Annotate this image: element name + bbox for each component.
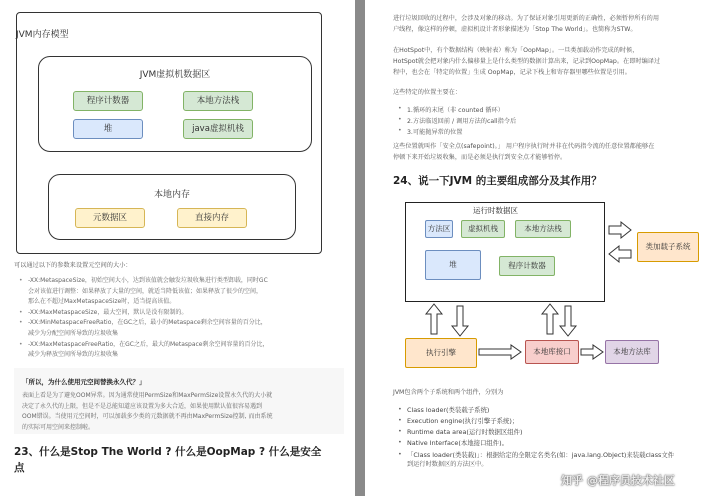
list-item: 会对该值进行调整：如果释放了大量的空间，就适当降低该值；如果释放了很少的空间， <box>28 287 263 295</box>
list-item: • -XX:MinMetaspaceFreeRatio，在GC之后，最小的Metaspace剩余空间容量的百分比， <box>28 318 269 329</box>
quote-line: 的实际可用空间来控制啦。 <box>22 423 95 431</box>
quote-line: 决定了永久代的上限，但是不是总能知道应该设置为多大合适，如果使用默认值很容易遇到 <box>22 402 263 410</box>
text-line: 在HotSpot中，有个数据结构（映射表）称为「OopMap」。一旦类加载动作完成的时候， <box>393 47 639 54</box>
components-intro: JVM包含两个子系统和两个组件，分别为 <box>393 389 504 396</box>
heading-line: 点 <box>14 462 25 474</box>
arrow-vertical <box>426 304 576 336</box>
left-page <box>0 0 355 496</box>
list-item: • Execution engine(执行引擎子系统)； <box>407 416 518 425</box>
direct-memory-block: 直接内存 <box>177 208 247 228</box>
runtime-data-area-title: 运行时数据区 <box>473 206 518 215</box>
program-counter-block: 程序计数器 <box>499 256 555 276</box>
list-item: • Class loader(类装载子系统) <box>407 405 489 414</box>
quote-body <box>22 391 272 433</box>
heading-line: 23、什么是Stop The World ? 什么是OopMap ? 什么是安全 <box>14 446 322 458</box>
list-item: 那么在不超过MaxMetaspaceSize时，适当提高该值。 <box>28 298 176 306</box>
diagram-title: JVM内存模型 <box>16 30 69 40</box>
quote-title: 「所以，为什么使用元空间替换永久代？」 <box>22 378 146 386</box>
text-line: 进行垃圾回收的过程中，会涉及对象的移动。为了保证对象引用更新的正确性，必须暂停所有的用 <box>393 15 660 22</box>
heap-block: 堆 <box>73 119 143 139</box>
watermark: 知乎 @程序员技术社区 <box>561 474 675 487</box>
components-tail: 到运行时数据区的方法区中。 <box>407 461 488 468</box>
metaspace-block: 元数据区 <box>75 208 145 228</box>
text-line: 停顿下来开始垃圾收集，而是必须是执行到安全点才能够暂停。 <box>393 153 567 161</box>
heap-block: 堆 <box>425 250 481 280</box>
list-item: 减少为释放空间所导致的垃圾收集 <box>28 351 119 359</box>
native-library-block: 本地方法库 <box>605 340 659 364</box>
native-memory-area <box>48 174 296 240</box>
jvm-data-area <box>38 56 312 152</box>
quote-line: 表面上看是为了避免OOM异常。因为通常使用PermSize和MaxPermSize设置永久代的大小就 <box>22 392 273 399</box>
class-loader-block: 类加载子系统 <box>637 232 699 262</box>
positions-intro: 这些特定的位置主要在： <box>393 89 462 96</box>
list-item: • 3.可能抛异常的位置 <box>407 127 462 136</box>
text-line: 户线程，像这样的停顿，虚拟机设计者形象描述为「Stop The World」。也简称为STW。 <box>393 25 637 33</box>
list-item: • Runtime data area(运行时数据区组件) <box>407 427 523 436</box>
list-item: 减少为分配空间所导致的垃圾收集 <box>28 329 119 337</box>
jvm-data-area-title: JVM虚拟机数据区 <box>139 70 211 80</box>
quote-line: OOM错误。当使用元空间时，可以加载多少类的元数据就不再由MaxPermSize控制, 而由系统 <box>22 413 273 420</box>
native-memory-title: 本地内存 <box>153 190 190 200</box>
params-list <box>28 276 269 361</box>
list-item: • 1.循环的末尾（非 counted 循环） <box>407 105 504 114</box>
params-intro: 可以通过以下的参数来设置元空间的大小： <box>14 262 132 269</box>
method-area-block: 方法区 <box>425 220 453 238</box>
text-line: HotSpot就会把对象内什么偏移量上是什么类型的数据计算出来，记录到OopMap。在即时编译过 <box>393 57 661 65</box>
vm-stack-block: 虚拟机栈 <box>461 220 505 238</box>
section-heading-23 <box>14 444 321 476</box>
arrow-horizontal <box>479 345 603 359</box>
text-line: 程中，也会在「特定的位置」生成 OopMap，记录下栈上和寄存器里哪些位置是引用。 <box>393 68 631 76</box>
java-stack-block: java虚拟机栈 <box>183 119 253 139</box>
list-item: • 「Class loader(类装载)」：根据给定的全限定名类名(如：java.lang.Object)来装载class文件 <box>407 450 674 459</box>
native-stack-block: 本地方法栈 <box>515 220 571 238</box>
list-item: • -XX:MaxMetaspaceSize，最大空间，默认是没有限制的。 <box>28 308 269 319</box>
native-interface-block: 本地库接口 <box>525 340 579 364</box>
program-counter-block: 程序计数器 <box>73 91 143 111</box>
right-page <box>365 0 720 496</box>
list-item: • -XX:MetaspaceSize，初始空间大小，达到该值就会触发垃圾收集进行类型卸载，同时GC <box>28 276 269 287</box>
text-line: 这些位置就叫作「安全点(safepoint)。」 用户程序执行时并非在代码指令流的任意位置都能够在 <box>393 143 655 150</box>
native-stack-block: 本地方法栈 <box>183 91 253 111</box>
arrow-to-class-loader <box>609 222 631 262</box>
section-heading-24: 24、说一下JVM 的主要组成部分及其作用？ <box>393 175 602 187</box>
execution-engine-block: 执行引擎 <box>405 338 477 368</box>
list-item: • Native Interface(本地接口组件)。 <box>407 438 508 447</box>
list-item: • -XX:MaxMetaspaceFreeRatio，在GC之后，最大的Metaspace剩余空间容量的百分比， <box>28 340 269 351</box>
list-item: • 2.方法临返回前 / 调用方法的call指令后 <box>407 116 516 125</box>
